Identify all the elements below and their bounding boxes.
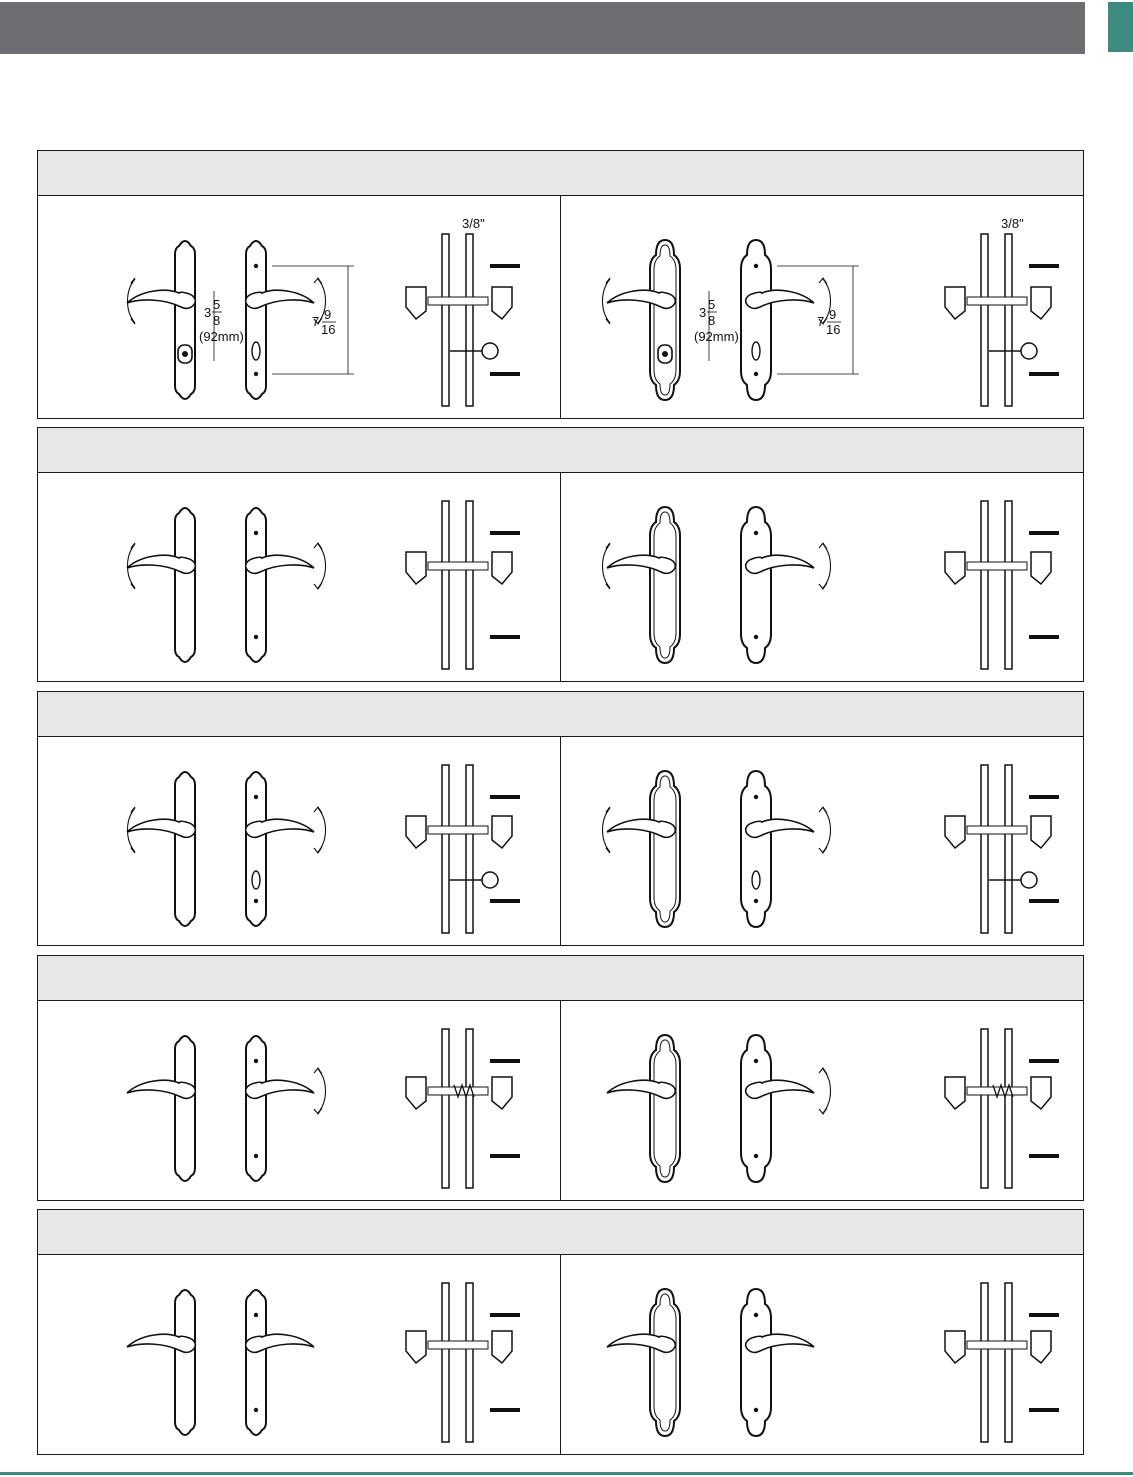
thumbturn xyxy=(752,342,760,360)
thumbturn xyxy=(752,871,760,889)
length-numerator: 9 xyxy=(324,307,332,322)
mounting-screw xyxy=(490,531,520,535)
interior-plate-edge xyxy=(466,765,473,933)
side-assembly xyxy=(406,501,520,669)
interior-lever xyxy=(246,1080,314,1098)
trim-panel-scalloped xyxy=(560,473,1083,681)
interior-lever xyxy=(246,290,314,308)
trim-drawing xyxy=(127,1290,314,1435)
arrow-head xyxy=(819,1068,827,1074)
interior-trim-plate xyxy=(741,1035,771,1182)
exterior-trim-plate xyxy=(175,772,195,926)
thumbturn-knob xyxy=(482,872,498,888)
screw-hole xyxy=(254,635,258,639)
interior-plate-edge xyxy=(1005,501,1012,669)
mounting-screw xyxy=(490,635,520,639)
lever-end-exterior xyxy=(406,552,426,584)
trim-illustration xyxy=(38,473,560,681)
trim-illustration xyxy=(38,737,560,945)
spacing-whole-label: 3 xyxy=(699,305,707,320)
lever-end-exterior xyxy=(406,816,426,848)
lever-end-interior xyxy=(1031,1331,1051,1363)
exterior-lever xyxy=(127,555,195,573)
exterior-trim-plate xyxy=(175,241,195,399)
length-whole-label: 7 xyxy=(817,314,825,329)
arrow-head xyxy=(131,583,135,589)
interior-lever xyxy=(246,1334,314,1352)
lever-end-interior xyxy=(492,1331,512,1363)
mounting-screw xyxy=(490,1059,520,1063)
screw-hole xyxy=(754,1313,758,1317)
spacing-numerator: 5 xyxy=(708,297,716,312)
trim-drawing xyxy=(127,1036,326,1181)
exterior-lever xyxy=(127,1080,195,1098)
spindle xyxy=(967,1341,1027,1349)
section-header xyxy=(38,956,1083,1001)
interior-plate-edge xyxy=(1005,765,1012,933)
trim-illustration xyxy=(561,1255,1083,1454)
mounting-screw xyxy=(490,372,520,376)
arrow-head xyxy=(314,543,322,549)
section-header xyxy=(38,692,1083,737)
lever-end-interior xyxy=(492,816,512,848)
chapter-tab xyxy=(1108,2,1133,52)
trim-illustration xyxy=(561,1001,1083,1200)
trim-panel-scalloped xyxy=(560,196,1083,418)
mounting-screw xyxy=(1029,1408,1059,1412)
keyway xyxy=(662,351,668,357)
side-assembly xyxy=(945,1029,1059,1188)
side-assembly xyxy=(406,1029,520,1188)
side-assembly xyxy=(945,1283,1059,1442)
interior-plate-edge xyxy=(466,1283,473,1442)
exterior-plate-edge xyxy=(442,1029,449,1188)
trim-panel-narrow xyxy=(38,473,560,681)
screw-hole xyxy=(254,1313,258,1317)
exterior-lever xyxy=(607,1334,675,1352)
screw-hole xyxy=(754,1408,758,1412)
screw-hole xyxy=(254,531,258,535)
trim-drawing xyxy=(127,508,326,662)
mounting-screw xyxy=(1029,372,1059,376)
mounting-screw xyxy=(1029,1059,1059,1063)
screw-hole xyxy=(254,899,258,903)
rotation-arrow xyxy=(318,1069,326,1113)
trim-panel-scalloped xyxy=(560,1001,1083,1200)
trim-panel-narrow xyxy=(38,1001,560,1200)
page-header-bar xyxy=(0,2,1085,54)
screw-hole xyxy=(254,1408,258,1412)
exterior-plate-edge xyxy=(981,501,988,669)
side-assembly xyxy=(945,234,1059,406)
interior-lever xyxy=(746,290,814,308)
trim-panel-narrow xyxy=(38,196,560,418)
trim-drawing xyxy=(603,507,831,663)
trim-panel-scalloped xyxy=(560,1255,1083,1454)
exterior-plate-edge xyxy=(442,765,449,933)
screw-hole xyxy=(254,1059,258,1063)
length-denominator: 16 xyxy=(321,322,336,337)
interior-plate-edge xyxy=(466,1029,473,1188)
length-denominator: 16 xyxy=(826,322,841,337)
exterior-lever xyxy=(127,819,195,837)
interior-plate-edge xyxy=(1005,234,1012,406)
spindle xyxy=(428,1087,488,1095)
exterior-trim-plate xyxy=(175,508,195,662)
screw-hole xyxy=(754,795,758,799)
trim-section-dummy xyxy=(37,1209,1084,1455)
interior-plate-edge xyxy=(1005,1029,1012,1188)
mounting-screw xyxy=(1029,1313,1059,1317)
exterior-lever xyxy=(127,1334,195,1352)
arrow-head xyxy=(606,583,610,589)
trim-section-passage xyxy=(37,427,1084,682)
mounting-screw xyxy=(1029,899,1059,903)
mounting-screw xyxy=(1029,264,1059,268)
footer-rule xyxy=(0,1472,1133,1475)
mounting-screw xyxy=(490,899,520,903)
arrow-head xyxy=(131,543,135,549)
section-header xyxy=(38,1210,1083,1255)
trim-drawing xyxy=(127,772,326,926)
mounting-screw xyxy=(490,1408,520,1412)
interior-trim-plate xyxy=(741,771,771,927)
interior-lever xyxy=(746,555,814,573)
trim-section-thumbturn xyxy=(37,691,1084,946)
side-assembly xyxy=(406,1283,520,1442)
interior-plate-edge xyxy=(1005,1283,1012,1442)
lever-end-interior xyxy=(1031,1077,1051,1109)
thumbturn-knob xyxy=(1021,343,1037,359)
arrow-head xyxy=(819,1108,827,1114)
spindle xyxy=(967,1087,1027,1095)
mounting-screw xyxy=(490,1313,520,1317)
screw-hole xyxy=(254,1154,258,1158)
length-whole-label: 7 xyxy=(312,314,320,329)
arrow-head xyxy=(314,1108,322,1114)
trim-illustration xyxy=(561,196,1083,418)
lever-end-exterior xyxy=(945,816,965,848)
mounting-screw xyxy=(490,264,520,268)
screw-hole xyxy=(254,372,258,376)
mounting-screw xyxy=(1029,795,1059,799)
arrow-head xyxy=(819,278,827,284)
arrow-head xyxy=(606,543,610,549)
trim-illustration xyxy=(38,196,560,418)
exterior-trim-plate xyxy=(175,1290,195,1435)
arrow-head xyxy=(314,847,322,853)
interior-plate-edge xyxy=(466,234,473,406)
mounting-screw xyxy=(490,795,520,799)
screw-hole xyxy=(754,1059,758,1063)
exterior-plate-edge xyxy=(442,1283,449,1442)
trim-drawing xyxy=(603,240,831,400)
thumbturn-knob xyxy=(482,343,498,359)
spacing-metric-label: (92mm) xyxy=(199,329,244,344)
arrow-head xyxy=(131,847,135,853)
lever-end-interior xyxy=(1031,552,1051,584)
arrow-head xyxy=(819,847,827,853)
exterior-lever xyxy=(607,555,675,573)
trim-panel-scalloped xyxy=(560,737,1083,945)
lever-end-interior xyxy=(1031,287,1051,319)
arrow-head xyxy=(131,807,135,813)
interior-trim-plate xyxy=(741,1289,771,1436)
screw-hole xyxy=(754,635,758,639)
trim-panel-narrow xyxy=(38,737,560,945)
screw-hole xyxy=(754,1154,758,1158)
section-header xyxy=(38,428,1083,473)
length-numerator: 9 xyxy=(829,307,837,322)
interior-trim-plate xyxy=(246,1290,266,1435)
exterior-plate-edge xyxy=(981,765,988,933)
mounting-screw xyxy=(1029,531,1059,535)
spindle xyxy=(428,297,488,305)
trim-illustration xyxy=(38,1255,560,1454)
mounting-screw xyxy=(1029,1154,1059,1158)
trim-drawing xyxy=(607,1289,814,1436)
screw-hole xyxy=(754,264,758,268)
lever-end-exterior xyxy=(406,1331,426,1363)
exterior-lever xyxy=(127,290,195,308)
interior-lever xyxy=(746,819,814,837)
rotation-arrow xyxy=(318,544,326,588)
arrow-head xyxy=(314,1068,322,1074)
arrow-head xyxy=(606,318,610,324)
lever-end-exterior xyxy=(945,1331,965,1363)
exterior-plate-edge xyxy=(981,1283,988,1442)
rotation-arrow xyxy=(823,544,831,588)
screw-hole xyxy=(254,264,258,268)
trim-section-dummy-spring xyxy=(37,955,1084,1201)
side-assembly xyxy=(406,234,520,406)
spindle xyxy=(967,826,1027,834)
spindle xyxy=(967,562,1027,570)
arrow-head xyxy=(314,807,322,813)
trim-drawing xyxy=(603,771,831,927)
exterior-trim-plate xyxy=(175,1036,195,1181)
arrow-head xyxy=(606,807,610,813)
screw-hole xyxy=(754,372,758,376)
lever-end-exterior xyxy=(945,287,965,319)
thumbturn xyxy=(252,342,260,360)
arrow-head xyxy=(131,318,135,324)
exterior-plate-edge xyxy=(442,501,449,669)
exterior-lever xyxy=(607,290,675,308)
thumbturn xyxy=(252,871,260,889)
spindle xyxy=(967,297,1027,305)
arrow-head xyxy=(314,278,322,284)
spindle xyxy=(428,826,488,834)
arrow-head xyxy=(606,847,610,853)
mounting-screw xyxy=(1029,635,1059,639)
rotation-arrow xyxy=(823,1069,831,1113)
lever-end-interior xyxy=(492,287,512,319)
arrow-head xyxy=(314,583,322,589)
trim-illustration xyxy=(561,737,1083,945)
arrow-head xyxy=(819,543,827,549)
lever-end-exterior xyxy=(945,1077,965,1109)
arrow-head xyxy=(606,278,610,284)
spacing-whole-label: 3 xyxy=(204,305,212,320)
spacing-denominator: 8 xyxy=(213,313,221,328)
screw-hole xyxy=(254,795,258,799)
exterior-lever xyxy=(607,1080,675,1098)
trim-panel-narrow xyxy=(38,1255,560,1454)
keyway xyxy=(182,351,188,357)
spacing-denominator: 8 xyxy=(708,313,716,328)
side-assembly xyxy=(945,501,1059,669)
spacing-numerator: 5 xyxy=(213,297,221,312)
trim-drawing xyxy=(607,1035,831,1182)
trim-section-active xyxy=(37,150,1084,419)
arrow-head xyxy=(131,278,135,284)
arrow-head xyxy=(819,807,827,813)
rotation-arrow xyxy=(823,808,831,852)
lever-end-exterior xyxy=(406,1077,426,1109)
interior-lever xyxy=(746,1080,814,1098)
exterior-plate-edge xyxy=(981,1029,988,1188)
thickness-label: 3/8" xyxy=(1001,216,1024,231)
lever-end-exterior xyxy=(406,287,426,319)
spacing-metric-label: (92mm) xyxy=(694,329,739,344)
thickness-label: 3/8" xyxy=(462,216,485,231)
lever-end-interior xyxy=(492,552,512,584)
exterior-lever xyxy=(607,819,675,837)
screw-hole xyxy=(754,899,758,903)
exterior-plate-edge xyxy=(442,234,449,406)
exterior-plate-edge xyxy=(981,234,988,406)
side-assembly xyxy=(406,765,520,933)
section-header xyxy=(38,151,1083,196)
trim-illustration xyxy=(561,473,1083,681)
lever-end-interior xyxy=(492,1077,512,1109)
interior-lever xyxy=(246,819,314,837)
lever-end-interior xyxy=(1031,816,1051,848)
lever-end-exterior xyxy=(945,552,965,584)
interior-plate-edge xyxy=(466,501,473,669)
interior-trim-plate xyxy=(741,507,771,663)
trim-illustration xyxy=(38,1001,560,1200)
rotation-arrow xyxy=(318,808,326,852)
interior-lever xyxy=(246,555,314,573)
thumbturn-knob xyxy=(1021,872,1037,888)
mounting-screw xyxy=(490,1154,520,1158)
spindle xyxy=(428,562,488,570)
screw-hole xyxy=(754,531,758,535)
side-assembly xyxy=(945,765,1059,933)
interior-trim-plate xyxy=(246,1036,266,1181)
interior-lever xyxy=(746,1334,814,1352)
trim-drawing xyxy=(127,241,326,399)
spindle xyxy=(428,1341,488,1349)
arrow-head xyxy=(819,583,827,589)
